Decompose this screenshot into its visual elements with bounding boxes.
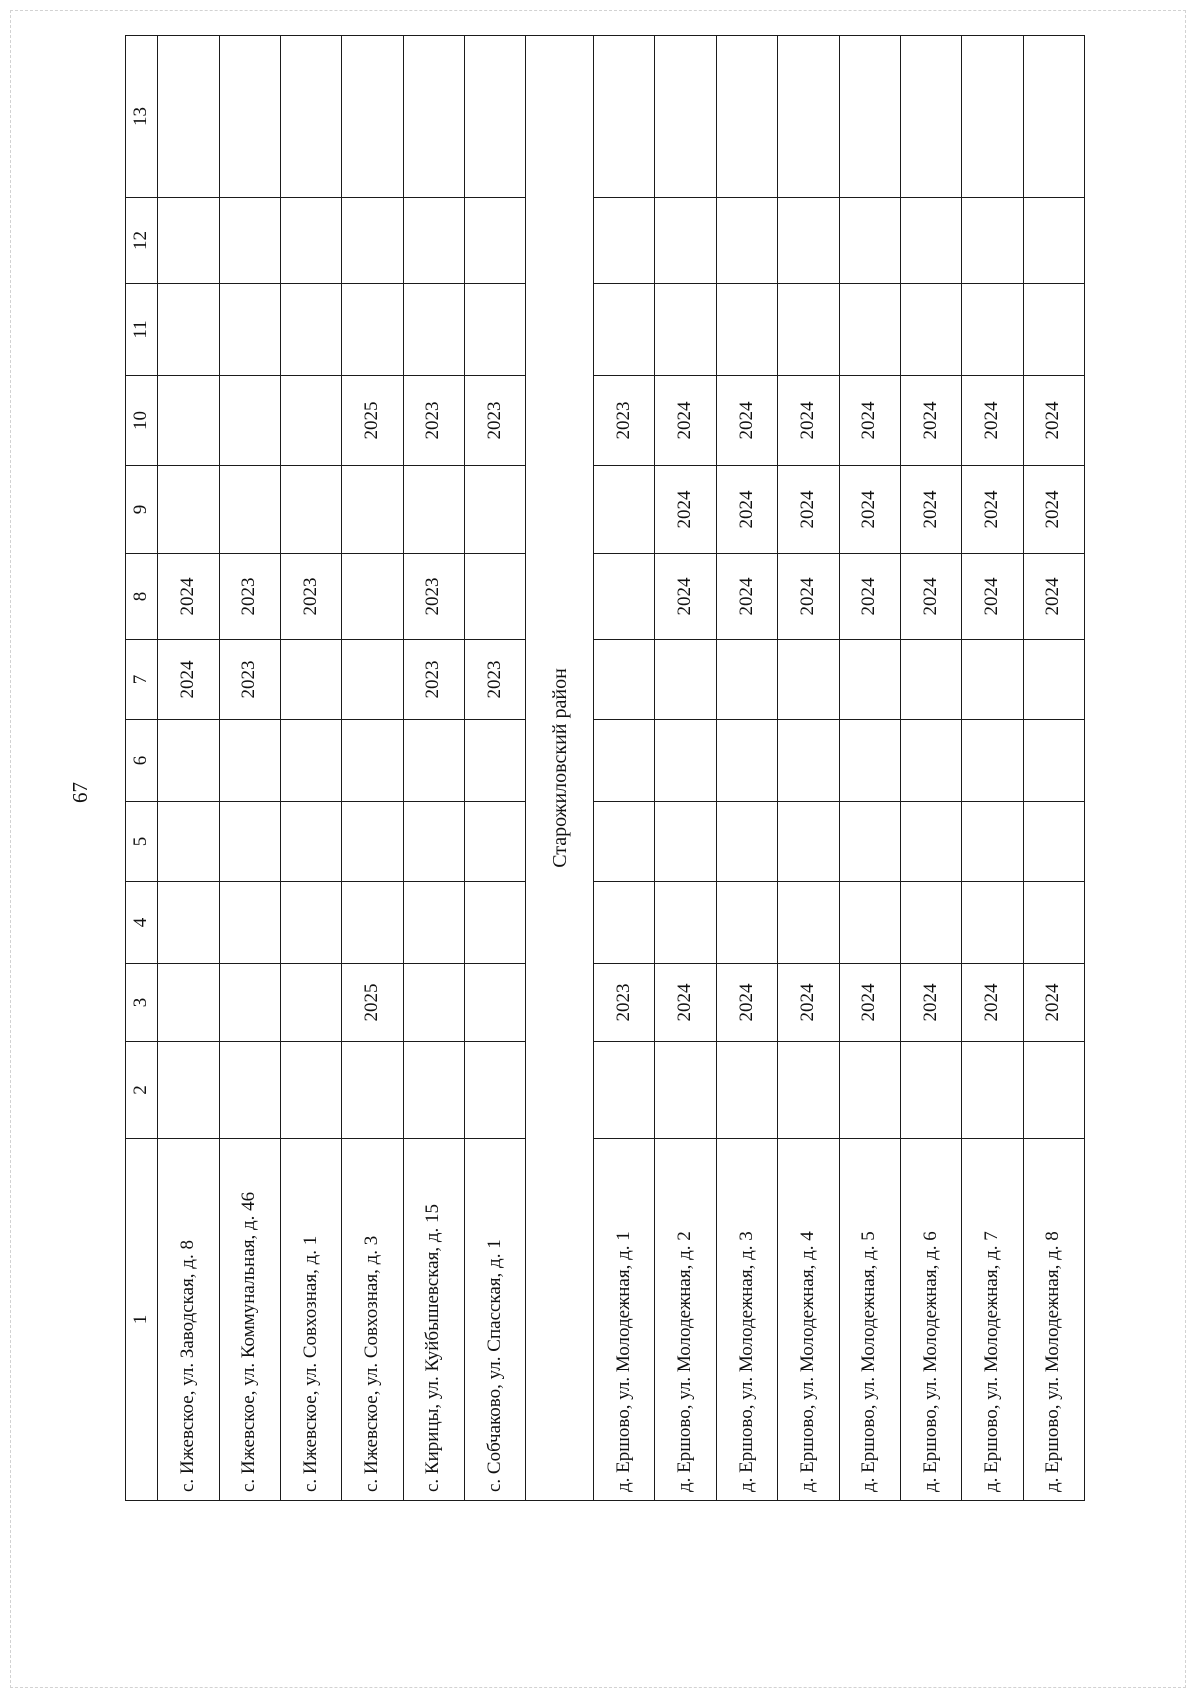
table-cell xyxy=(716,284,777,376)
table-cell xyxy=(594,466,655,554)
table-cell xyxy=(280,466,341,554)
table-cell xyxy=(403,466,464,554)
table-cell xyxy=(594,284,655,376)
address-cell: д. Ершово, ул. Молодежная, д. 7 xyxy=(962,1139,1023,1501)
header-cell: 11 xyxy=(126,284,158,376)
table-cell: 2023 xyxy=(594,376,655,466)
table-cell: 2024 xyxy=(839,376,900,466)
table-cell xyxy=(1023,720,1084,802)
table-cell xyxy=(778,284,839,376)
table-cell xyxy=(900,284,961,376)
table-cell: 2024 xyxy=(900,466,961,554)
header-cell: 13 xyxy=(126,36,158,198)
address-cell: д. Ершово, ул. Молодежная, д. 6 xyxy=(900,1139,961,1501)
table-cell: 2025 xyxy=(342,964,403,1042)
header-cell: 7 xyxy=(126,640,158,720)
table-cell: 2023 xyxy=(465,376,526,466)
table-cell: 2025 xyxy=(342,376,403,466)
table-cell: 2023 xyxy=(219,640,280,720)
table-cell xyxy=(158,1042,219,1139)
table-cell xyxy=(280,802,341,882)
table-cell xyxy=(594,882,655,964)
table-cell: 2024 xyxy=(962,376,1023,466)
table-cell: 2024 xyxy=(962,466,1023,554)
table-cell xyxy=(280,640,341,720)
table-cell xyxy=(158,466,219,554)
section-title: Старожиловский район xyxy=(526,36,594,1501)
table-cell xyxy=(900,36,961,198)
table-row xyxy=(778,36,839,1501)
table-cell xyxy=(403,964,464,1042)
table-cell xyxy=(716,720,777,802)
table-cell xyxy=(655,720,716,802)
table-cell: 2024 xyxy=(1023,376,1084,466)
table-cell xyxy=(655,198,716,284)
table-cell xyxy=(342,554,403,640)
table-cell: 2024 xyxy=(839,964,900,1042)
table-cell: 2024 xyxy=(900,554,961,640)
table-cell xyxy=(900,720,961,802)
table-cell xyxy=(465,36,526,198)
address-cell: с. Кирицы, ул. Куйбышевская, д. 15 xyxy=(403,1139,464,1501)
table-cell xyxy=(1023,198,1084,284)
header-cell: 6 xyxy=(126,720,158,802)
table-cell xyxy=(403,1042,464,1139)
table-cell xyxy=(158,36,219,198)
table-row xyxy=(716,36,777,1501)
table-cell xyxy=(219,720,280,802)
table-cell xyxy=(342,36,403,198)
table-cell xyxy=(778,640,839,720)
table-cell xyxy=(465,802,526,882)
table-cell xyxy=(962,284,1023,376)
table-cell xyxy=(465,882,526,964)
table-cell xyxy=(594,554,655,640)
table-cell xyxy=(778,36,839,198)
table-cell xyxy=(403,802,464,882)
table-cell: 2024 xyxy=(716,964,777,1042)
table-cell xyxy=(962,198,1023,284)
header-cell: 12 xyxy=(126,198,158,284)
table-cell xyxy=(403,36,464,198)
table-cell xyxy=(778,198,839,284)
table-cell xyxy=(655,640,716,720)
table-cell xyxy=(342,720,403,802)
address-cell: д. Ершово, ул. Молодежная, д. 8 xyxy=(1023,1139,1084,1501)
table-cell: 2024 xyxy=(839,466,900,554)
table-cell xyxy=(1023,1042,1084,1139)
address-cell: д. Ершово, ул. Молодежная, д. 1 xyxy=(594,1139,655,1501)
table-cell xyxy=(594,640,655,720)
table-rotated-wrapper xyxy=(125,36,1085,1501)
table-cell xyxy=(839,640,900,720)
table-cell: 2023 xyxy=(403,376,464,466)
table-cell xyxy=(465,284,526,376)
table-cell xyxy=(280,1042,341,1139)
table-cell xyxy=(465,964,526,1042)
table-cell: 2024 xyxy=(778,554,839,640)
table-cell xyxy=(158,198,219,284)
table-cell xyxy=(219,198,280,284)
table-cell xyxy=(280,198,341,284)
table-cell xyxy=(1023,640,1084,720)
table-cell xyxy=(403,882,464,964)
header-cell: 3 xyxy=(126,964,158,1042)
header-cell: 10 xyxy=(126,376,158,466)
table-cell: 2024 xyxy=(655,466,716,554)
table-cell xyxy=(219,964,280,1042)
table-cell xyxy=(219,284,280,376)
table-cell xyxy=(655,802,716,882)
address-cell: д. Ершово, ул. Молодежная, д. 4 xyxy=(778,1139,839,1501)
table-cell xyxy=(900,198,961,284)
table-cell: 2024 xyxy=(1023,554,1084,640)
table-cell: 2024 xyxy=(655,554,716,640)
table-row xyxy=(962,36,1023,1501)
table-cell xyxy=(655,36,716,198)
table-cell: 2024 xyxy=(655,964,716,1042)
table-row xyxy=(342,36,403,1501)
table-cell xyxy=(716,882,777,964)
table-row xyxy=(839,36,900,1501)
table-cell: 2023 xyxy=(403,640,464,720)
table-cell: 2023 xyxy=(403,554,464,640)
table-cell xyxy=(778,882,839,964)
table-row xyxy=(1023,36,1084,1501)
table-cell xyxy=(655,1042,716,1139)
table-row xyxy=(280,36,341,1501)
table-cell xyxy=(839,1042,900,1139)
section-row xyxy=(526,36,594,1501)
table-cell xyxy=(403,284,464,376)
table-cell xyxy=(839,284,900,376)
table-cell xyxy=(594,36,655,198)
table-cell xyxy=(280,720,341,802)
table-cell xyxy=(594,802,655,882)
table-cell xyxy=(342,466,403,554)
header-cell: 4 xyxy=(126,882,158,964)
table-cell: 2024 xyxy=(158,640,219,720)
table-cell xyxy=(962,720,1023,802)
table-cell xyxy=(219,36,280,198)
table-cell xyxy=(778,720,839,802)
table-cell xyxy=(839,802,900,882)
table-cell xyxy=(280,376,341,466)
table-cell xyxy=(219,1042,280,1139)
table-cell: 2023 xyxy=(594,964,655,1042)
table-cell: 2024 xyxy=(900,376,961,466)
table-cell xyxy=(778,1042,839,1139)
table-cell xyxy=(403,720,464,802)
header-cell: 9 xyxy=(126,466,158,554)
table-cell xyxy=(158,376,219,466)
table-cell: 2024 xyxy=(778,466,839,554)
table-cell: 2024 xyxy=(1023,964,1084,1042)
table-cell xyxy=(900,802,961,882)
table-cell xyxy=(716,640,777,720)
table-cell xyxy=(465,466,526,554)
table-cell xyxy=(342,284,403,376)
table-cell xyxy=(342,882,403,964)
table-cell xyxy=(219,882,280,964)
table-cell: 2024 xyxy=(778,376,839,466)
table-cell xyxy=(342,802,403,882)
table-cell: 2024 xyxy=(716,466,777,554)
table-cell xyxy=(655,284,716,376)
table-cell xyxy=(900,1042,961,1139)
table-cell xyxy=(280,964,341,1042)
table-cell: 2024 xyxy=(1023,466,1084,554)
table-cell xyxy=(219,376,280,466)
table-row xyxy=(465,36,526,1501)
table-cell xyxy=(594,720,655,802)
table-cell xyxy=(1023,36,1084,198)
table-cell xyxy=(158,284,219,376)
table-cell xyxy=(219,466,280,554)
table-cell xyxy=(219,802,280,882)
address-cell: д. Ершово, ул. Молодежная, д. 3 xyxy=(716,1139,777,1501)
table-cell xyxy=(962,882,1023,964)
table-cell xyxy=(962,640,1023,720)
table-cell: 2024 xyxy=(962,964,1023,1042)
table-cell: 2024 xyxy=(778,964,839,1042)
page-number: 67 xyxy=(68,782,92,803)
table-cell xyxy=(1023,802,1084,882)
table-cell xyxy=(962,36,1023,198)
table-row xyxy=(655,36,716,1501)
header-row xyxy=(126,36,158,1501)
table-cell xyxy=(342,198,403,284)
table-cell xyxy=(158,964,219,1042)
table-cell: 2024 xyxy=(962,554,1023,640)
table-cell xyxy=(962,802,1023,882)
table-cell xyxy=(1023,882,1084,964)
table-cell xyxy=(655,882,716,964)
table-cell xyxy=(465,554,526,640)
table-cell xyxy=(716,802,777,882)
table-cell xyxy=(716,198,777,284)
header-cell: 1 xyxy=(126,1139,158,1501)
address-cell: с. Ижевское, ул. Заводская, д. 8 xyxy=(158,1139,219,1501)
table-cell xyxy=(280,284,341,376)
table-cell xyxy=(403,198,464,284)
table-cell: 2023 xyxy=(280,554,341,640)
table-cell xyxy=(158,882,219,964)
header-cell: 8 xyxy=(126,554,158,640)
table-cell: 2024 xyxy=(900,964,961,1042)
table-cell: 2024 xyxy=(716,554,777,640)
table-cell xyxy=(342,640,403,720)
table-cell xyxy=(962,1042,1023,1139)
table-cell: 2023 xyxy=(465,640,526,720)
table-cell: 2024 xyxy=(839,554,900,640)
table-cell xyxy=(342,1042,403,1139)
table-cell xyxy=(716,36,777,198)
table-cell xyxy=(839,198,900,284)
table-cell xyxy=(465,198,526,284)
table-cell xyxy=(280,882,341,964)
table-cell xyxy=(839,882,900,964)
table-cell xyxy=(839,36,900,198)
table-cell: 2024 xyxy=(158,554,219,640)
table-cell xyxy=(778,802,839,882)
table-cell xyxy=(158,802,219,882)
table-cell xyxy=(716,1042,777,1139)
header-cell: 5 xyxy=(126,802,158,882)
table-cell xyxy=(900,882,961,964)
table-cell xyxy=(465,720,526,802)
table-row xyxy=(219,36,280,1501)
address-cell: с. Собчаково, ул. Спасская, д. 1 xyxy=(465,1139,526,1501)
address-cell: д. Ершово, ул. Молодежная, д. 5 xyxy=(839,1139,900,1501)
header-cell: 2 xyxy=(126,1042,158,1139)
table-cell xyxy=(594,198,655,284)
table-cell xyxy=(839,720,900,802)
address-cell: д. Ершово, ул. Молодежная, д. 2 xyxy=(655,1139,716,1501)
table-row xyxy=(403,36,464,1501)
table-cell: 2024 xyxy=(655,376,716,466)
table-cell xyxy=(594,1042,655,1139)
data-table xyxy=(125,35,1085,1501)
table-cell: 2023 xyxy=(219,554,280,640)
address-cell: с. Ижевское, ул. Совхозная, д. 1 xyxy=(280,1139,341,1501)
table-row xyxy=(158,36,219,1501)
table-row xyxy=(594,36,655,1501)
table-cell: 2024 xyxy=(716,376,777,466)
address-cell: с. Ижевское, ул. Совхозная, д. 3 xyxy=(342,1139,403,1501)
table-cell xyxy=(1023,284,1084,376)
table-cell xyxy=(280,36,341,198)
table-cell xyxy=(900,640,961,720)
table-row xyxy=(900,36,961,1501)
table-cell xyxy=(158,720,219,802)
table-cell xyxy=(465,1042,526,1139)
address-cell: с. Ижевское, ул. Коммунальная, д. 46 xyxy=(219,1139,280,1501)
